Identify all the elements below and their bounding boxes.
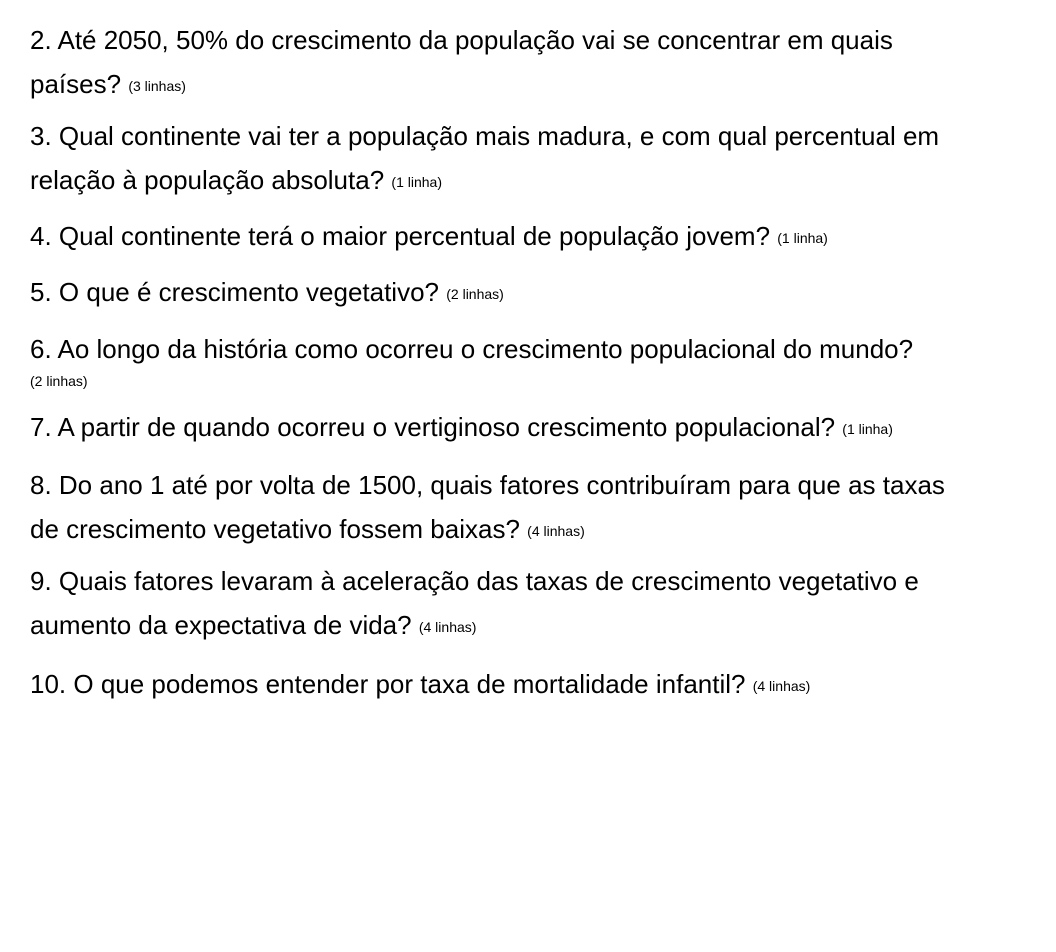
question-10 [30, 662, 810, 706]
question-4-line-wrapper [30, 214, 828, 258]
question-6-line-1: 6. Ao longo da história como ocorreu o crescimento populacional do mundo? [30, 334, 914, 364]
question-6 [30, 327, 913, 415]
question-6-answer-lines-note: (2 linhas) [30, 373, 88, 389]
question-3 [30, 114, 939, 202]
question-9 [30, 559, 919, 647]
question-4 [30, 214, 828, 258]
question-10-line-1: 10. O que podemos entender por taxa de mortalidade infantil? [30, 669, 746, 699]
question-2-line-1: 2. Até 2050, 50% do crescimento da população vai se concentrar em quais [30, 25, 893, 55]
question-10-line-wrapper [30, 662, 810, 706]
question-3-line-1: 3. Qual continente vai ter a população mais madura, e com qual percentual em [30, 121, 940, 151]
question-8-line-1: 8. Do ano 1 até por volta de 1500, quais fatores contribuíram para que as taxas [30, 470, 945, 500]
question-4-line-1: 4. Qual continente terá o maior percentual de população jovem? [30, 221, 771, 251]
question-8 [30, 463, 945, 551]
question-9-line-1: 9. Quais fatores levaram à aceleração das taxas de crescimento vegetativo e [30, 566, 919, 596]
question-4-answer-lines-note: (1 linha) [777, 230, 828, 246]
question-9-line-2: aumento da expectativa de vida? [30, 610, 412, 640]
question-2 [30, 18, 893, 106]
question-9-line-2-wrapper [30, 603, 919, 647]
question-7-line-1: 7. A partir de quando ocorreu o vertiginoso crescimento populacional? [30, 412, 836, 442]
question-2-line-2-wrapper [30, 62, 893, 106]
question-5 [30, 270, 504, 314]
question-3-line-2-wrapper [30, 158, 939, 202]
question-5-answer-lines-note: (2 linhas) [446, 286, 504, 302]
question-3-answer-lines-note: (1 linha) [391, 174, 442, 190]
question-2-line-2: países? [30, 69, 122, 99]
question-5-line-wrapper [30, 270, 504, 314]
question-3-line-2: relação à população absoluta? [30, 165, 385, 195]
question-8-answer-lines-note: (4 linhas) [527, 523, 585, 539]
question-8-line-2: de crescimento vegetativo fossem baixas? [30, 514, 520, 544]
question-7-answer-lines-note: (1 linha) [842, 421, 893, 437]
question-10-answer-lines-note: (4 linhas) [752, 678, 811, 694]
question-9-answer-lines-note: (4 linhas) [418, 619, 477, 635]
question-7-line-wrapper [30, 405, 893, 449]
question-2-answer-lines-note: (3 linhas) [128, 78, 186, 94]
question-8-line-2-wrapper [30, 507, 945, 551]
question-5-line-1: 5. O que é crescimento vegetativo? [30, 277, 440, 307]
question-7 [30, 405, 893, 449]
